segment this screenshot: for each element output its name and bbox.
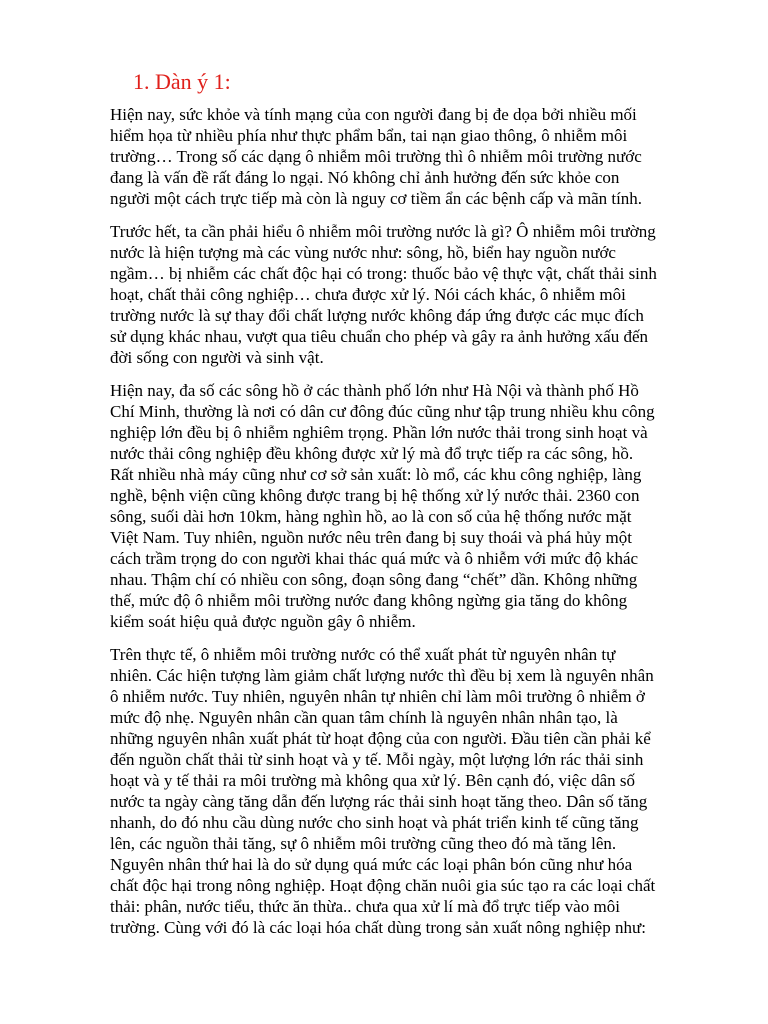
body-text	[110, 104, 692, 950]
section-heading: 1. Dàn ý 1:	[133, 69, 231, 94]
paragraph-2: Trước hết, ta cần phải hiểu ô nhiễm môi trường nước là gì? Ô nhiễm môi trường nước là hiện tượng mà các vùng nước như: sông, hồ, biển hay nguồn nước ngầm… bị nhiễm các chất độc hại có trong: thuốc bảo vệ thực vật, chất thải sinh hoạt, chất thải công nghiệp… chưa được xử lý. Nói cách khác, ô nhiễm môi trường nước là sự thay đổi chất lượng nước không đáp ứng được các mục đích sử dụng khác nhau, vượt qua tiêu chuẩn cho phép và gây ra ảnh hưởng xấu đến đời sống con người và sinh vật.	[110, 222, 657, 367]
paragraph-4: Trên thực tế, ô nhiễm môi trường nước có thể xuất phát từ nguyên nhân tự nhiên. Các hiện tượng làm giảm chất lượng nước thì đều bị xem là nguyên nhân ô nhiễm nước. Tuy nhiên, nguyên nhân tự nhiên chỉ làm môi trường ô nhiễm ở mức độ nhẹ. Nguyên nhân cần quan tâm chính là nguyên nhân nhân tạo, là những nguyên nhân xuất phát từ hoạt động của con người. Đầu tiên cần phải kể đến nguồn chất thải từ sinh hoạt và y tế. Mỗi ngày, một lượng lớn rác thải sinh hoạt và y tế thải ra môi trường mà không qua xử lý. Bên cạnh đó, việc dân số nước ta ngày càng tăng dẫn đến lượng rác thải sinh hoạt tăng theo. Dân số tăng nhanh, do đó nhu cầu dùng nước cho sinh hoạt và phát triển kinh tế cũng tăng lên, các nguồn thải tăng, sự ô nhiễm môi trường cũng theo đó mà tăng lên. Nguyên nhân thứ hai là do sử dụng quá mức các loại phân bón cũng như hóa chất độc hại trong nông nghiệp. Hoạt động chăn nuôi gia súc tạo ra các loại chất thải: phân, nước tiểu, thức ăn thừa.. chưa qua xử lí mà đổ trực tiếp vào môi trường. Cùng với đó là các loại hóa chất dùng trong sản xuất nông nghiệp như:	[110, 645, 656, 937]
paragraph-1: Hiện nay, sức khỏe và tính mạng của con người đang bị đe dọa bởi nhiều mối hiểm họa từ nhiều phía như thực phẩm bẩn, tai nạn giao thông, ô nhiễm môi trường… Trong số các dạng ô nhiễm môi trường thì ô nhiễm môi trường nước đang là vấn đề rất đáng lo ngại. Nó không chỉ ảnh hưởng đến sức khỏe con người một cách trực tiếp mà còn là nguy cơ tiềm ẩn các bệnh cấp và mãn tính.	[110, 105, 643, 208]
paragraph-3: Hiện nay, đa số các sông hồ ở các thành phố lớn như Hà Nội và thành phố Hồ Chí Minh, thường là nơi có dân cư đông đúc cũng như tập trung nhiều khu công nghiệp lớn đều bị ô nhiễm nghiêm trọng. Phần lớn nước thải trong sinh hoạt và nước thải công nghiệp đều không được xử lý mà đổ trực tiếp ra các sông, hồ. Rất nhiều nhà máy cũng như cơ sở sản xuất: lò mổ, các khu công nghiệp, làng nghề, bệnh viện cũng không được trang bị hệ thống xử lý nước thải. 2360 con sông, suối dài hơn 10km, hàng nghìn hồ, ao là con số của hệ thống nước mặt Việt Nam. Tuy nhiên, nguồn nước nêu trên đang bị suy thoái và phá hủy một cách trầm trọng do con người khai thác quá mức và ô nhiễm với mức độ khác nhau. Thậm chí có nhiều con sông, đoạn sông đang “chết” dần. Không những thế, mức độ ô nhiễm môi trường nước đang không ngừng gia tăng do không kiểm soát hiệu quả được nguồn gây ô nhiễm.	[110, 381, 655, 631]
